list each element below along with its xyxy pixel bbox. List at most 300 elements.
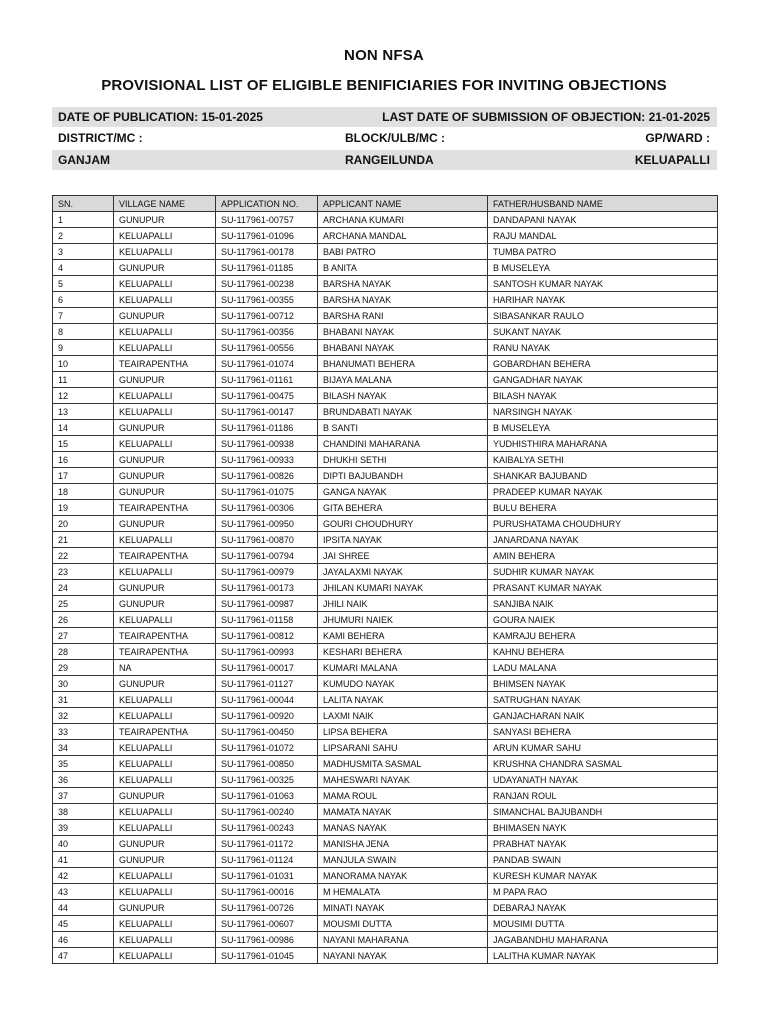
application-number-cell: SU-117961-00240: [216, 804, 318, 820]
guardian-name-cell: KAIBALYA SETHI: [488, 452, 718, 468]
serial-number-cell: 12: [53, 388, 114, 404]
guardian-name-cell: LADU MALANA: [488, 660, 718, 676]
column-header: APPLICANT NAME: [318, 196, 488, 212]
village-name-cell: KELUAPALLI: [114, 324, 216, 340]
application-number-cell: SU-117961-00726: [216, 900, 318, 916]
serial-number-cell: 40: [53, 836, 114, 852]
guardian-name-cell: MOUSIMI DUTTA: [488, 916, 718, 932]
serial-number-cell: 16: [53, 452, 114, 468]
table-row: [53, 756, 718, 772]
village-name-cell: GUNUPUR: [114, 308, 216, 324]
application-number-cell: SU-117961-01072: [216, 740, 318, 756]
application-number-cell: SU-117961-01074: [216, 356, 318, 372]
village-name-cell: KELUAPALLI: [114, 692, 216, 708]
village-name-cell: GUNUPUR: [114, 596, 216, 612]
location-values-band: [52, 150, 717, 170]
guardian-name-cell: JANARDANA NAYAK: [488, 532, 718, 548]
table-row: [53, 772, 718, 788]
table-row: [53, 916, 718, 932]
serial-number-cell: 3: [53, 244, 114, 260]
table-row: [53, 740, 718, 756]
serial-number-cell: 8: [53, 324, 114, 340]
guardian-name-cell: B MUSELEYA: [488, 260, 718, 276]
guardian-name-cell: KURESH KUMAR NAYAK: [488, 868, 718, 884]
district-label: DISTRICT/MC :: [58, 131, 143, 145]
guardian-name-cell: BILASH NAYAK: [488, 388, 718, 404]
application-number-cell: SU-117961-00016: [216, 884, 318, 900]
applicant-name-cell: MAHESWARI NAYAK: [318, 772, 488, 788]
table-row: [53, 548, 718, 564]
guardian-name-cell: ARUN KUMAR SAHU: [488, 740, 718, 756]
serial-number-cell: 28: [53, 644, 114, 660]
application-number-cell: SU-117961-00987: [216, 596, 318, 612]
guardian-name-cell: YUDHISTHIRA MAHARANA: [488, 436, 718, 452]
village-name-cell: KELUAPALLI: [114, 436, 216, 452]
application-number-cell: SU-117961-00238: [216, 276, 318, 292]
serial-number-cell: 18: [53, 484, 114, 500]
village-name-cell: KELUAPALLI: [114, 756, 216, 772]
table-row: [53, 628, 718, 644]
guardian-name-cell: SUDHIR KUMAR NAYAK: [488, 564, 718, 580]
table-row: [53, 484, 718, 500]
village-name-cell: KELUAPALLI: [114, 948, 216, 964]
guardian-name-cell: SANJIBA NAIK: [488, 596, 718, 612]
guardian-name-cell: GANGADHAR NAYAK: [488, 372, 718, 388]
serial-number-cell: 27: [53, 628, 114, 644]
serial-number-cell: 36: [53, 772, 114, 788]
applicant-name-cell: BARSHA NAYAK: [318, 276, 488, 292]
guardian-name-cell: NARSINGH NAYAK: [488, 404, 718, 420]
village-name-cell: KELUAPALLI: [114, 404, 216, 420]
column-header: SN.: [53, 196, 114, 212]
table-row: [53, 356, 718, 372]
guardian-name-cell: B MUSELEYA: [488, 420, 718, 436]
document-title: PROVISIONAL LIST OF ELIGIBLE BENIFICIARIES FOR INVITING OBJECTIONS: [101, 77, 667, 94]
village-name-cell: GUNUPUR: [114, 516, 216, 532]
guardian-name-cell: RANU NAYAK: [488, 340, 718, 356]
village-name-cell: KELUAPALLI: [114, 612, 216, 628]
application-number-cell: SU-117961-01127: [216, 676, 318, 692]
guardian-name-cell: JAGABANDHU MAHARANA: [488, 932, 718, 948]
village-name-cell: KELUAPALLI: [114, 916, 216, 932]
guardian-name-cell: AMIN BEHERA: [488, 548, 718, 564]
application-number-cell: SU-117961-01185: [216, 260, 318, 276]
application-number-cell: SU-117961-00243: [216, 820, 318, 836]
village-name-cell: GUNUPUR: [114, 212, 216, 228]
table-row: [53, 308, 718, 324]
application-number-cell: SU-117961-00938: [216, 436, 318, 452]
table-row: [53, 692, 718, 708]
publication-date: DATE OF PUBLICATION: 15-01-2025: [58, 110, 263, 124]
guardian-name-cell: PANDAB SWAIN: [488, 852, 718, 868]
guardian-name-cell: M PAPA RAO: [488, 884, 718, 900]
application-number-cell: SU-117961-00325: [216, 772, 318, 788]
application-number-cell: SU-117961-01063: [216, 788, 318, 804]
application-number-cell: SU-117961-00794: [216, 548, 318, 564]
village-name-cell: KELUAPALLI: [114, 804, 216, 820]
applicant-name-cell: BABI PATRO: [318, 244, 488, 260]
serial-number-cell: 46: [53, 932, 114, 948]
village-name-cell: GUNUPUR: [114, 484, 216, 500]
applicant-name-cell: JHILI NAIK: [318, 596, 488, 612]
serial-number-cell: 13: [53, 404, 114, 420]
guardian-name-cell: SHANKAR BAJUBAND: [488, 468, 718, 484]
guardian-name-cell: SIMANCHAL BAJUBANDH: [488, 804, 718, 820]
guardian-name-cell: DANDAPANI NAYAK: [488, 212, 718, 228]
applicant-name-cell: KESHARI BEHERA: [318, 644, 488, 660]
applicant-name-cell: MANORAMA NAYAK: [318, 868, 488, 884]
applicant-name-cell: BHABANI NAYAK: [318, 340, 488, 356]
table-row: [53, 404, 718, 420]
village-name-cell: GUNUPUR: [114, 452, 216, 468]
guardian-name-cell: RANJAN ROUL: [488, 788, 718, 804]
guardian-name-cell: SIBASANKAR RAULO: [488, 308, 718, 324]
column-header: VILLAGE NAME: [114, 196, 216, 212]
applicant-name-cell: BHANUMATI BEHERA: [318, 356, 488, 372]
applicant-name-cell: JHILAN KUMARI NAYAK: [318, 580, 488, 596]
serial-number-cell: 47: [53, 948, 114, 964]
serial-number-cell: 41: [53, 852, 114, 868]
guardian-name-cell: GANJACHARAN NAIK: [488, 708, 718, 724]
table-row: [53, 612, 718, 628]
location-labels-band: [52, 128, 717, 148]
publication-info-band: [52, 107, 717, 127]
village-name-cell: KELUAPALLI: [114, 820, 216, 836]
serial-number-cell: 11: [53, 372, 114, 388]
village-name-cell: NA: [114, 660, 216, 676]
village-name-cell: KELUAPALLI: [114, 292, 216, 308]
application-number-cell: SU-117961-00178: [216, 244, 318, 260]
serial-number-cell: 9: [53, 340, 114, 356]
application-number-cell: SU-117961-01075: [216, 484, 318, 500]
applicant-name-cell: MAMA ROUL: [318, 788, 488, 804]
serial-number-cell: 21: [53, 532, 114, 548]
table-row: [53, 292, 718, 308]
list-category-title: NON NFSA: [344, 47, 424, 64]
table-row: [53, 564, 718, 580]
guardian-name-cell: KRUSHNA CHANDRA SASMAL: [488, 756, 718, 772]
serial-number-cell: 30: [53, 676, 114, 692]
applicant-name-cell: LAXMI NAIK: [318, 708, 488, 724]
applicant-name-cell: DHUKHI SETHI: [318, 452, 488, 468]
applicant-name-cell: GOURI CHOUDHURY: [318, 516, 488, 532]
column-header: FATHER/HUSBAND NAME: [488, 196, 718, 212]
table-row: [53, 788, 718, 804]
table-row: [53, 436, 718, 452]
application-number-cell: SU-117961-00933: [216, 452, 318, 468]
table-row: [53, 884, 718, 900]
village-name-cell: KELUAPALLI: [114, 388, 216, 404]
table-row: [53, 820, 718, 836]
village-name-cell: TEAIRAPENTHA: [114, 724, 216, 740]
table-row: [53, 948, 718, 964]
applicant-name-cell: BARSHA RANI: [318, 308, 488, 324]
village-name-cell: KELUAPALLI: [114, 564, 216, 580]
serial-number-cell: 33: [53, 724, 114, 740]
serial-number-cell: 20: [53, 516, 114, 532]
application-number-cell: SU-117961-01124: [216, 852, 318, 868]
applicant-name-cell: GITA BEHERA: [318, 500, 488, 516]
table-row: [53, 340, 718, 356]
table-row: [53, 468, 718, 484]
applicant-name-cell: BILASH NAYAK: [318, 388, 488, 404]
village-name-cell: KELUAPALLI: [114, 932, 216, 948]
village-name-cell: KELUAPALLI: [114, 228, 216, 244]
serial-number-cell: 2: [53, 228, 114, 244]
village-name-cell: KELUAPALLI: [114, 276, 216, 292]
table-row: [53, 260, 718, 276]
serial-number-cell: 22: [53, 548, 114, 564]
applicant-name-cell: B SANTI: [318, 420, 488, 436]
applicant-name-cell: MINATI NAYAK: [318, 900, 488, 916]
serial-number-cell: 31: [53, 692, 114, 708]
application-number-cell: SU-117961-00979: [216, 564, 318, 580]
applicant-name-cell: ARCHANA KUMARI: [318, 212, 488, 228]
serial-number-cell: 26: [53, 612, 114, 628]
district-value: GANJAM: [58, 153, 111, 167]
serial-number-cell: 39: [53, 820, 114, 836]
guardian-name-cell: BHIMASEN NAYK: [488, 820, 718, 836]
serial-number-cell: 5: [53, 276, 114, 292]
table-row: [53, 516, 718, 532]
application-number-cell: SU-117961-01158: [216, 612, 318, 628]
guardian-name-cell: SUKANT NAYAK: [488, 324, 718, 340]
serial-number-cell: 42: [53, 868, 114, 884]
application-number-cell: SU-117961-00475: [216, 388, 318, 404]
applicant-name-cell: BHABANI NAYAK: [318, 324, 488, 340]
applicant-name-cell: BIJAYA MALANA: [318, 372, 488, 388]
application-number-cell: SU-117961-00044: [216, 692, 318, 708]
applicant-name-cell: NAYANI MAHARANA: [318, 932, 488, 948]
guardian-name-cell: HARIHAR NAYAK: [488, 292, 718, 308]
table-row: [53, 676, 718, 692]
application-number-cell: SU-117961-00450: [216, 724, 318, 740]
serial-number-cell: 29: [53, 660, 114, 676]
applicant-name-cell: M HEMALATA: [318, 884, 488, 900]
applicant-name-cell: JAYALAXMI NAYAK: [318, 564, 488, 580]
application-number-cell: SU-117961-01031: [216, 868, 318, 884]
applicant-name-cell: DIPTI BAJUBANDH: [318, 468, 488, 484]
block-value: RANGEILUNDA: [345, 153, 434, 167]
table-row: [53, 580, 718, 596]
application-number-cell: SU-117961-01172: [216, 836, 318, 852]
application-number-cell: SU-117961-00812: [216, 628, 318, 644]
applicant-name-cell: CHANDINI MAHARANA: [318, 436, 488, 452]
application-number-cell: SU-117961-01096: [216, 228, 318, 244]
serial-number-cell: 38: [53, 804, 114, 820]
applicant-name-cell: LIPSA BEHERA: [318, 724, 488, 740]
table-row: [53, 852, 718, 868]
serial-number-cell: 37: [53, 788, 114, 804]
table-row: [53, 836, 718, 852]
applicant-name-cell: LALITA NAYAK: [318, 692, 488, 708]
serial-number-cell: 4: [53, 260, 114, 276]
table-row: [53, 500, 718, 516]
table-row: [53, 244, 718, 260]
application-number-cell: SU-117961-00306: [216, 500, 318, 516]
applicant-name-cell: B ANITA: [318, 260, 488, 276]
applicant-name-cell: NAYANI NAYAK: [318, 948, 488, 964]
village-name-cell: TEAIRAPENTHA: [114, 548, 216, 564]
application-number-cell: SU-117961-00950: [216, 516, 318, 532]
serial-number-cell: 32: [53, 708, 114, 724]
applicant-name-cell: BARSHA NAYAK: [318, 292, 488, 308]
village-name-cell: TEAIRAPENTHA: [114, 500, 216, 516]
serial-number-cell: 44: [53, 900, 114, 916]
guardian-name-cell: PRABHAT NAYAK: [488, 836, 718, 852]
application-number-cell: SU-117961-00173: [216, 580, 318, 596]
guardian-name-cell: GOURA NAIEK: [488, 612, 718, 628]
village-name-cell: KELUAPALLI: [114, 532, 216, 548]
village-name-cell: GUNUPUR: [114, 836, 216, 852]
applicant-name-cell: MAMATA NAYAK: [318, 804, 488, 820]
application-number-cell: SU-117961-00993: [216, 644, 318, 660]
village-name-cell: KELUAPALLI: [114, 708, 216, 724]
village-name-cell: KELUAPALLI: [114, 340, 216, 356]
guardian-name-cell: GOBARDHAN BEHERA: [488, 356, 718, 372]
applicant-name-cell: LIPSARANI SAHU: [318, 740, 488, 756]
serial-number-cell: 1: [53, 212, 114, 228]
application-number-cell: SU-117961-00757: [216, 212, 318, 228]
column-header: APPLICATION NO.: [216, 196, 318, 212]
guardian-name-cell: SANTOSH KUMAR NAYAK: [488, 276, 718, 292]
serial-number-cell: 10: [53, 356, 114, 372]
block-label: BLOCK/ULB/MC :: [345, 131, 445, 145]
table-row: [53, 724, 718, 740]
gp-value: KELUAPALLI: [634, 153, 710, 167]
applicant-name-cell: GANGA NAYAK: [318, 484, 488, 500]
village-name-cell: GUNUPUR: [114, 580, 216, 596]
beneficiary-table: [52, 195, 718, 964]
application-number-cell: SU-117961-00607: [216, 916, 318, 932]
village-name-cell: TEAIRAPENTHA: [114, 644, 216, 660]
table-row: [53, 660, 718, 676]
guardian-name-cell: PRADEEP KUMAR NAYAK: [488, 484, 718, 500]
applicant-name-cell: IPSITA NAYAK: [318, 532, 488, 548]
application-number-cell: SU-117961-00870: [216, 532, 318, 548]
serial-number-cell: 19: [53, 500, 114, 516]
table-body: [53, 212, 718, 964]
table-row: [53, 644, 718, 660]
table-row: [53, 420, 718, 436]
guardian-name-cell: LALITHA KUMAR NAYAK: [488, 948, 718, 964]
serial-number-cell: 6: [53, 292, 114, 308]
application-number-cell: SU-117961-00850: [216, 756, 318, 772]
guardian-name-cell: RAJU MANDAL: [488, 228, 718, 244]
village-name-cell: GUNUPUR: [114, 676, 216, 692]
applicant-name-cell: MADHUSMITA SASMAL: [318, 756, 488, 772]
applicant-name-cell: JHUMURI NAIEK: [318, 612, 488, 628]
guardian-name-cell: UDAYANATH NAYAK: [488, 772, 718, 788]
application-number-cell: SU-117961-00826: [216, 468, 318, 484]
guardian-name-cell: KAMRAJU BEHERA: [488, 628, 718, 644]
guardian-name-cell: SATRUGHAN NAYAK: [488, 692, 718, 708]
table-row: [53, 532, 718, 548]
village-name-cell: GUNUPUR: [114, 900, 216, 916]
guardian-name-cell: PURUSHATAMA CHOUDHURY: [488, 516, 718, 532]
table-row: [53, 900, 718, 916]
application-number-cell: SU-117961-00147: [216, 404, 318, 420]
objection-last-date: LAST DATE OF SUBMISSION OF OBJECTION: 21-01-2025: [382, 110, 710, 124]
village-name-cell: GUNUPUR: [114, 468, 216, 484]
guardian-name-cell: PRASANT KUMAR NAYAK: [488, 580, 718, 596]
village-name-cell: GUNUPUR: [114, 420, 216, 436]
applicant-name-cell: MANISHA JENA: [318, 836, 488, 852]
guardian-name-cell: BULU BEHERA: [488, 500, 718, 516]
serial-number-cell: 25: [53, 596, 114, 612]
village-name-cell: TEAIRAPENTHA: [114, 628, 216, 644]
table-row: [53, 212, 718, 228]
applicant-name-cell: ARCHANA MANDAL: [318, 228, 488, 244]
applicant-name-cell: MANJULA SWAIN: [318, 852, 488, 868]
village-name-cell: GUNUPUR: [114, 372, 216, 388]
village-name-cell: KELUAPALLI: [114, 868, 216, 884]
serial-number-cell: 7: [53, 308, 114, 324]
application-number-cell: SU-117961-00017: [216, 660, 318, 676]
guardian-name-cell: DEBARAJ NAYAK: [488, 900, 718, 916]
table-header-row: [53, 196, 718, 212]
table-row: [53, 708, 718, 724]
village-name-cell: KELUAPALLI: [114, 740, 216, 756]
application-number-cell: SU-117961-01186: [216, 420, 318, 436]
table-row: [53, 388, 718, 404]
serial-number-cell: 35: [53, 756, 114, 772]
applicant-name-cell: MOUSMI DUTTA: [318, 916, 488, 932]
village-name-cell: KELUAPALLI: [114, 244, 216, 260]
village-name-cell: KELUAPALLI: [114, 884, 216, 900]
application-number-cell: SU-117961-00986: [216, 932, 318, 948]
application-number-cell: SU-117961-00712: [216, 308, 318, 324]
table-row: [53, 324, 718, 340]
village-name-cell: GUNUPUR: [114, 260, 216, 276]
serial-number-cell: 24: [53, 580, 114, 596]
applicant-name-cell: MANAS NAYAK: [318, 820, 488, 836]
serial-number-cell: 34: [53, 740, 114, 756]
guardian-name-cell: KAHNU BEHERA: [488, 644, 718, 660]
gp-label: GP/WARD :: [645, 131, 710, 145]
applicant-name-cell: KAMI BEHERA: [318, 628, 488, 644]
village-name-cell: GUNUPUR: [114, 788, 216, 804]
applicant-name-cell: KUMUDO NAYAK: [318, 676, 488, 692]
serial-number-cell: 15: [53, 436, 114, 452]
applicant-name-cell: BRUNDABATI NAYAK: [318, 404, 488, 420]
serial-number-cell: 17: [53, 468, 114, 484]
guardian-name-cell: TUMBA PATRO: [488, 244, 718, 260]
application-number-cell: SU-117961-01045: [216, 948, 318, 964]
application-number-cell: SU-117961-00556: [216, 340, 318, 356]
table-row: [53, 228, 718, 244]
application-number-cell: SU-117961-01161: [216, 372, 318, 388]
guardian-name-cell: SANYASI BEHERA: [488, 724, 718, 740]
table-row: [53, 276, 718, 292]
serial-number-cell: 45: [53, 916, 114, 932]
applicant-name-cell: KUMARI MALANA: [318, 660, 488, 676]
application-number-cell: SU-117961-00920: [216, 708, 318, 724]
table-row: [53, 804, 718, 820]
table-row: [53, 452, 718, 468]
application-number-cell: SU-117961-00355: [216, 292, 318, 308]
serial-number-cell: 14: [53, 420, 114, 436]
table-row: [53, 868, 718, 884]
table-row: [53, 932, 718, 948]
serial-number-cell: 23: [53, 564, 114, 580]
village-name-cell: KELUAPALLI: [114, 772, 216, 788]
applicant-name-cell: JAI SHREE: [318, 548, 488, 564]
village-name-cell: TEAIRAPENTHA: [114, 356, 216, 372]
serial-number-cell: 43: [53, 884, 114, 900]
guardian-name-cell: BHIMSEN NAYAK: [488, 676, 718, 692]
table-row: [53, 372, 718, 388]
